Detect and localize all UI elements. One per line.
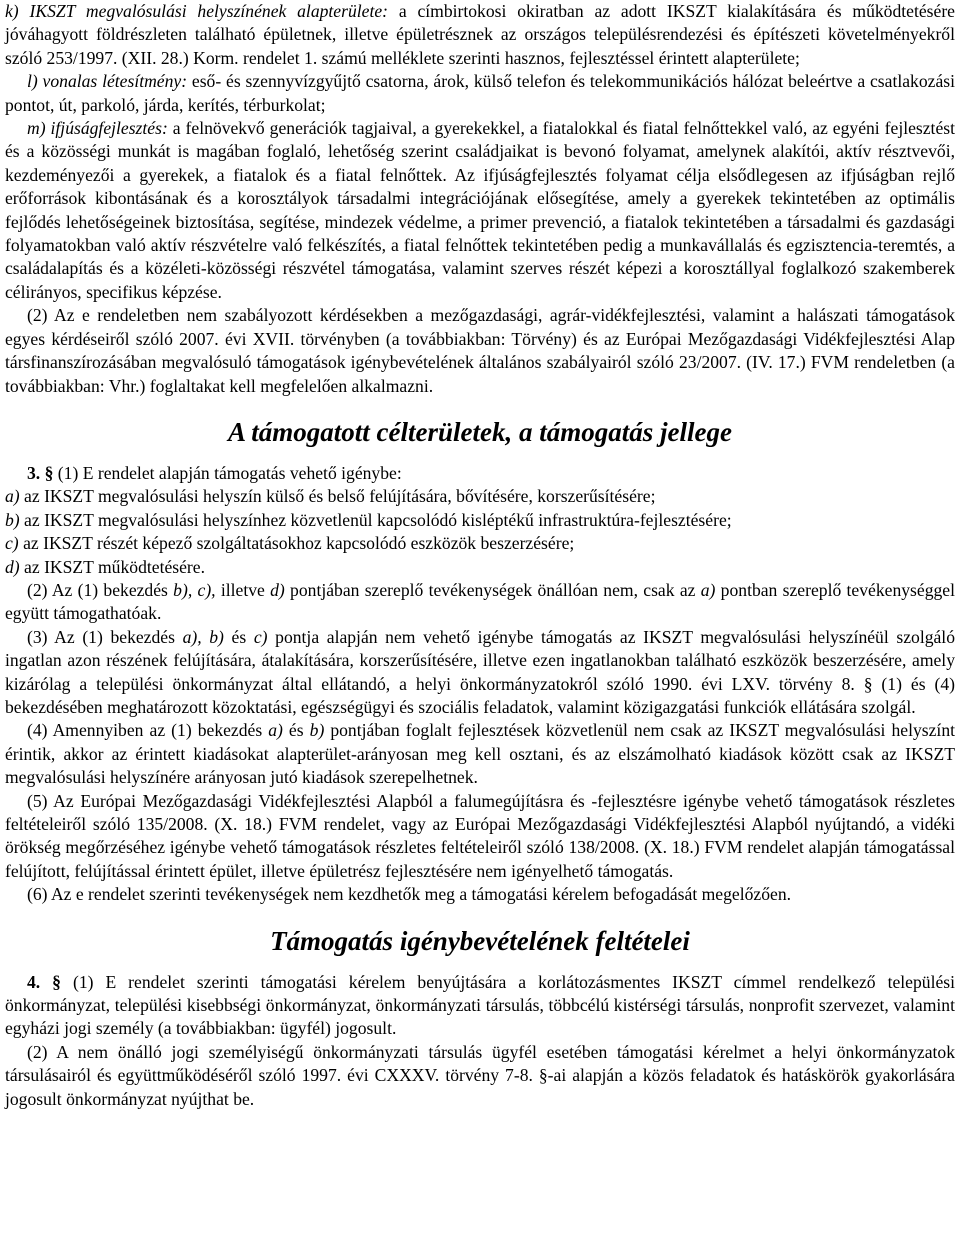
item-text: az IKSZT működtetésére. — [19, 556, 205, 577]
point-ref: b), c), — [173, 579, 216, 600]
spacer — [5, 398, 955, 415]
point-ref: a) — [700, 579, 716, 600]
section-3-paragraph-6: (6) Az e rendelet szerinti tevékenységek nem kezdhetők meg a támogatási kérelem befogadását megelőzően. — [27, 884, 792, 905]
item-text: az IKSZT megvalósulási helyszín külső és belső felújítására, bővítésére, korszerűsítésére; — [19, 486, 656, 507]
spacer — [5, 449, 955, 462]
section-4-paragraph-1 — [5, 971, 955, 1041]
section-3-paragraph-5: (5) Az Európai Mezőgazdasági Vidékfejlesztési Alapból a falumegújításra és -fejlesztésre igénybe vehető támogatások részletes feltételeiről szóló 135/2008. (X. 18.) FVM rendelet, vagy az Európai Mezőgazdasági Vidékfejlesztési Alapból nyújtandó, a vidéki örökség megőrzéséhez igénybe vehető támogatások részletes feltételeiről szóló 138/2008. (X. 18.) FVM rendelet alapján támogatással felújított, felújítással érintett épület, illetve épületrész fejlesztésére nem igényelhető támogatás. — [5, 790, 955, 881]
definition-k-label: k) IKSZT megvalósulási helyszínének alapterülete: — [5, 1, 389, 21]
text-run: illetve — [215, 579, 271, 600]
point-ref: a) — [268, 720, 283, 741]
item-text: az IKSZT megvalósulási helyszínhez közvetlenül kapcsolódó kisléptékű infrastruktúra-fejlesztésére; — [19, 509, 732, 530]
text-run: és — [223, 626, 254, 647]
item-label: d) — [5, 556, 20, 577]
section-4-paragraph-1-text: (1) E rendelet szerinti támogatási kérelem benyújtására a korlátozásmentes IKSZT címmel rendelkező települési önkormányzat, települési kisebbségi önkormányzat, önkormányzati társulás, többcélú kistérségi társulás, nonprofit szervezet, valamint egyházi jogi személy (a továbbiakban: ügyfél) jogosult. — [5, 971, 955, 1039]
text-run: (4) Amennyiben az (1) bekezdés — [27, 720, 269, 741]
definition-m — [5, 117, 955, 304]
section-4-symbol: § — [40, 971, 61, 992]
definition-l-text: eső- és szennyvízgyűjtő csatorna, árok, külső telefon és telekommunikációs hálózat beleértve a csatlakozási pontot, út, parkoló, járda, kerítés, térburkolat; — [5, 71, 955, 115]
section-3-paragraph-4 — [5, 719, 955, 789]
text-run: pontjában szereplő tevékenységek önállóan nem, csak az — [284, 579, 701, 600]
item-label: a) — [5, 486, 20, 507]
point-ref: d) — [270, 579, 285, 600]
spacer — [5, 958, 955, 971]
text-run: pontja alapján nem vehető igénybe támogatás az IKSZT megvalósulási helyszínéül szolgáló ingatlan azon részének felújítására, átalakítására, korszerűsítésére, illetve ezen ingatlanokban található eszközök beszerzésére, amely kizárólag a települési önkormányzat által ellátandó, a helyi önkormányzatokról szóló 1990. évi LXV. törvény 8. § (1) és (4) bekezdésében meghatározott közoktatási, egészségügyi és szociális feladatok, valamint közigazgatási funkciók ellátására szolgál. — [5, 626, 955, 717]
section-4-number: 4. — [27, 971, 41, 992]
section-3-item-b — [5, 509, 955, 532]
section-heading-conditions: Támogatás igénybevételének feltételei — [270, 925, 690, 956]
section-3-intro — [5, 462, 955, 485]
item-label: b) — [5, 509, 20, 530]
section-3-number: 3. — [27, 462, 41, 483]
section-3-symbol: § — [40, 462, 54, 483]
text-run: pontban szereplő tevékenységgel együtt támogathatóak. — [5, 579, 955, 624]
text-run: (2) Az (1) bekezdés — [27, 579, 174, 600]
section-3-paragraph-3 — [5, 626, 955, 720]
text-run: és — [282, 720, 310, 741]
spacer — [5, 907, 955, 924]
item-label: c) — [5, 533, 19, 554]
definition-l — [5, 70, 955, 117]
definition-k-text: a címbirtokosi okiratban az adott IKSZT kialakítására és működtetésére jóváhagyott földrészleten található épületnek, illetve épületrésznek az országos településrendezési és építészeti követelményekről szóló 253/1997. (XII. 28.) Korm. rendelet 1. számú melléklete szerinti hasznos, fejlesztéssel érintett alapterülete; — [5, 1, 955, 68]
text-run: pontjában foglalt fejlesztések közvetlenül nem csak az IKSZT megvalósulási helyszínt érintik, akkor az érintett kiadásokat alapterület-arányosan meg kell osztani, és az elszámolható kiadások között csak az IKSZT megvalósulási helyszínére arányosan jutó kiadások szerepelhetnek. — [5, 720, 956, 788]
section-3-paragraph-2 — [5, 579, 955, 626]
section-3-item-a — [5, 485, 955, 508]
paragraph-2-2: (2) Az e rendeletben nem szabályozott kérdésekben a mezőgazdasági, agrár-vidékfejlesztési, valamint a halászati támogatások egyes kérdéseiről szóló 2007. évi XVII. törvényben (a továbbiakban: Törvény) és az Európai Mezőgazdasági Vidékfejlesztési Alap társfinanszírozásában megvalósuló támogatások igénybevételének általános szabályairól szóló 23/2007. (IV. 17.) FVM rendeletben (a továbbiakban: Vhr.) foglaltakat kell megfelelően alkalmazni. — [5, 305, 955, 396]
point-ref: c) — [253, 626, 268, 647]
text-run: (3) Az (1) bekezdés — [27, 626, 183, 647]
point-ref: b) — [309, 720, 325, 741]
point-ref: a), b) — [182, 626, 224, 647]
section-3-intro-text: (1) E rendelet alapján támogatás vehető igénybe: — [53, 462, 402, 483]
definition-k — [5, 0, 955, 70]
definition-m-label: m) ifjúságfejlesztés: — [27, 118, 168, 139]
section-3-item-d — [5, 556, 955, 579]
section-heading-supported-areas: A támogatott célterületek, a támogatás jellege — [228, 416, 732, 447]
section-4-paragraph-2: (2) A nem önálló jogi személyiségű önkormányzati társulás ügyfél esetében támogatási kérelmet a helyi önkormányzatok társulásairól és együttműködéséről szóló 1997. évi CXXXV. törvény 7-8. §-ai alapján a közös feladatok és hatáskörök gyakorlására jogosult önkormányzat nyújthat be. — [5, 1041, 955, 1109]
section-3-item-c — [5, 532, 955, 555]
item-text: az IKSZT részét képező szolgáltatásokhoz kapcsolódó eszközök beszerzésére; — [18, 533, 575, 554]
definition-l-label: l) vonalas létesítmény: — [27, 71, 188, 92]
definition-m-text: a felnövekvő generációk tagjaival, a gyerekekkel, a fiatalokkal és fiatal felnőttekkel való, az egyéni fejlesztést és a közösségi munkát is magában foglaló, lehetőség szerint családjaikat is bevonó folyamat, amelynek alakítói, aktív résztvevői, kezdeményezői a gyerekek, a fiatalok és a fiatal felnőttek. Az ifjúságfejlesztés folyamat célja elsődlegesen az ifjúságban rejlő erőforrások kibontásának és a korosztályok társadalmi integrációjának elősegítése, amely a gyerekek tekintetében az optimális fejlődés lehetőségeinek biztosítása, segítése, mindezek védelme, a primer prevenció, a fiatalok tekintetében a társadalmi és gazdasági folyamatokban való aktív részvételre való felkészítés, a fiatal felnőttek tekintetében pedig a munkavállalás és egzisztencia-teremtés, a családalapítás és a közéleti-közösségi részvétel támogatása, valamint szerves részét képezi a korosztállyal foglalkozó szakemberek célirányos, specifikus képzése. — [5, 118, 955, 302]
